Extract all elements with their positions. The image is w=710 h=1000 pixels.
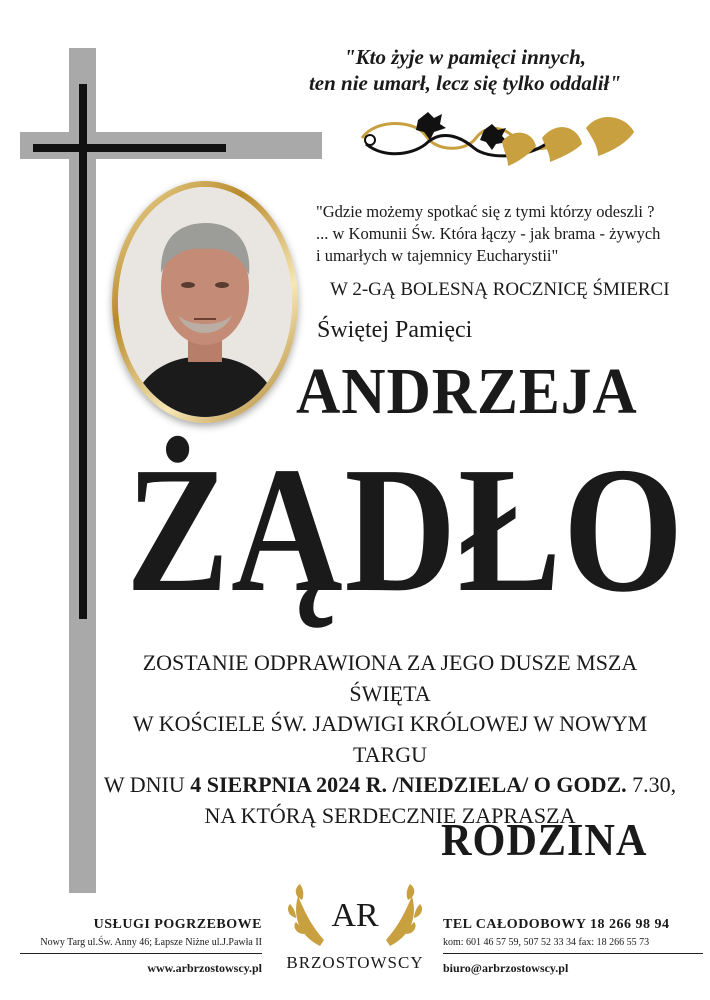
portrait-frame <box>112 181 298 423</box>
logo-initials: AR <box>331 897 379 934</box>
top-quote <box>250 44 680 96</box>
contact-numbers: kom: 601 46 57 59, 507 52 33 34 fax: 18 266 55 73 <box>443 937 650 948</box>
footer-right <box>443 917 703 976</box>
mass-date-prefix: W DNIU <box>103 772 191 797</box>
leaf-ornament-icon <box>356 108 638 178</box>
email-link[interactable]: biuro@arbrzostowscy.pl <box>443 961 569 975</box>
mass-announcement <box>100 648 680 831</box>
eucharist-quote <box>316 201 706 267</box>
mass-date: 4 SIERPNIA 2024 R. /NIEDZIELA/ O GODZ. <box>190 772 627 797</box>
top-quote-line-1: "Kto żyje w pamięci innych, <box>343 45 587 69</box>
mass-line-1: ZOSTANIE ODPRAWIONA ZA JEGO DUSZE MSZA ŚWIĘTA <box>142 650 638 706</box>
anniversary-text: W 2-GĄ BOLESNĄ ROCZNICĘ ŚMIERCI <box>330 279 670 300</box>
website-link[interactable]: www.arbrzostowscy.pl <box>147 961 262 975</box>
top-quote-line-2: ten nie umarł, lecz się tylko oddalił" <box>308 71 622 95</box>
surname: ŻĄDŁO <box>126 430 686 629</box>
footer-left-divider <box>20 953 262 954</box>
phone-title: TEL CAŁODOBOWY 18 266 98 94 <box>443 917 670 932</box>
first-name: ANDRZEJA <box>296 355 638 428</box>
footer-left <box>20 917 262 976</box>
memory-label: Świętej Pamięci <box>317 317 473 343</box>
mass-time: 7.30, <box>626 772 677 797</box>
cross-black-vertical <box>79 84 87 619</box>
mass-line-4: NA KTÓRĄ SERDECZNIE ZAPRASZA <box>204 802 576 828</box>
company-logo <box>280 880 430 980</box>
eucharist-quote-line-2: ... w Komunii Św. Która łączy - jak brama - żywych <box>316 224 661 243</box>
funeral-services-address: Nowy Targ ul.Św. Anny 46; Łapsze Niżne ul.J.Pawła II <box>40 937 262 948</box>
mass-line-2: W KOŚCIELE ŚW. JADWIGI KRÓLOWEJ W NOWYM TARGU <box>132 711 648 767</box>
eucharist-quote-line-1: "Gdzie możemy spotkać się z tymi którzy odeszli ? <box>316 202 655 221</box>
logo-company-name: BRZOSTOWSCY <box>286 953 424 972</box>
footer-right-divider <box>443 953 703 954</box>
eucharist-quote-line-3: i umarłych w tajemnicy Eucharystii" <box>316 246 559 265</box>
mass-line-3 <box>100 770 680 801</box>
portrait-photo <box>118 187 292 417</box>
family-signature: RODZINA <box>441 814 648 865</box>
cross-black-horizontal <box>33 144 226 152</box>
funeral-services-title: USŁUGI POGRZEBOWE <box>93 917 262 932</box>
